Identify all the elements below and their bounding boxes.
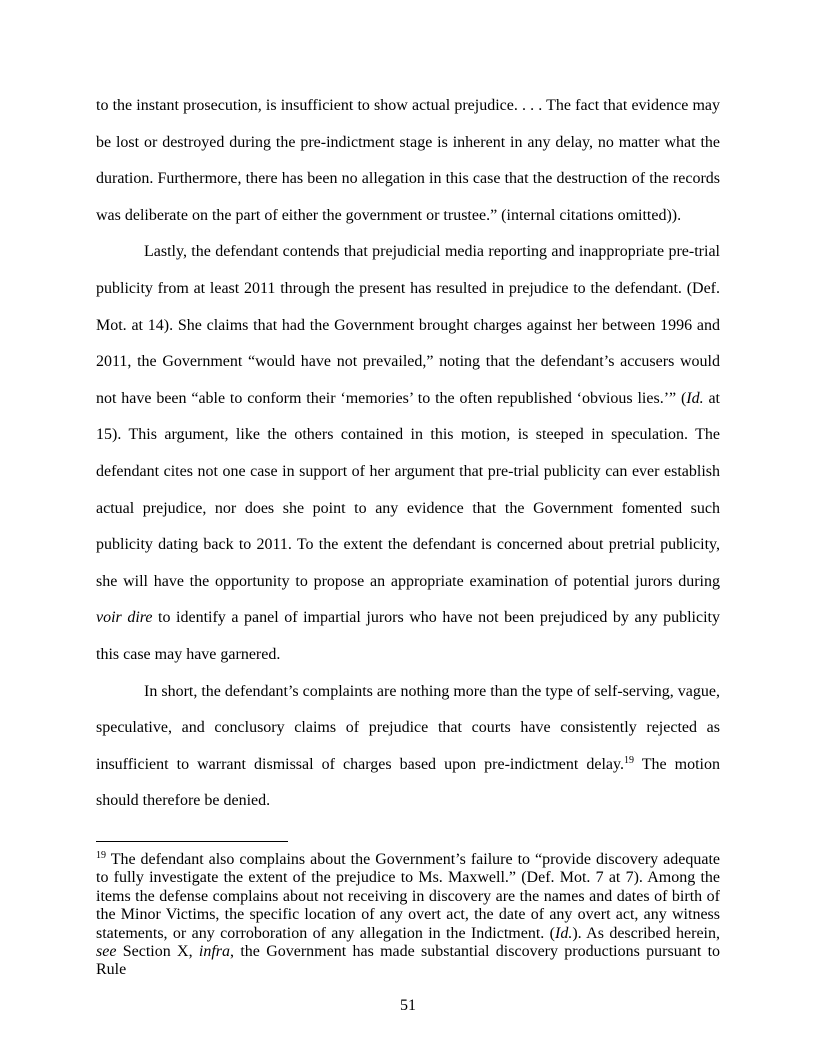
paragraph-3-text-b: The motion should therefore be denied. bbox=[96, 755, 720, 810]
footnote-divider bbox=[96, 841, 288, 842]
paragraph-2-text-a: Lastly, the defendant contends that prejudicial media reporting and inappropriate pre-trial publicity from at least 2011 through the present has resulted in prejudice to the defendant. (Def. Mot. at 14). She claims that had the Government brought charges against her between 1996 and 2011, the Government “would have not prevailed,” noting that the defendant’s accusers would not have been “able to conform their ‘memories’ to the often republished ‘obvious lies.’” ( bbox=[96, 243, 720, 407]
paragraph-1 bbox=[96, 88, 720, 234]
paragraph-1-text: to the instant prosecution, is insufficient to show actual prejudice. . . . The fact that evidence may be lost or destroyed during the pre-indictment stage is inherent in any delay, no matter what the duration. Furthermore, there has been no allegation in this case that the destruction of the records was deliberate on the part of either the government or trustee.” (internal citations omitted)). bbox=[96, 97, 720, 224]
footnote-infra: infra bbox=[198, 943, 231, 961]
footnote-reference[interactable]: 19 bbox=[623, 754, 634, 766]
paragraph-3-text-a: In short, the defendant’s complaints are nothing more than the type of self-serving, vague, speculative, and conclusory claims of prejudice that courts have consistently rejected as insufficient to warrant dismissal of charges based upon pre-indictment delay. bbox=[96, 682, 720, 773]
footnote-marker: 19 bbox=[96, 850, 106, 861]
paragraph-3 bbox=[96, 674, 720, 820]
paragraph-2 bbox=[96, 234, 720, 673]
body-text bbox=[96, 88, 720, 820]
footnote-paragraph bbox=[96, 851, 720, 980]
footnote-text-c: Section X, bbox=[116, 943, 199, 961]
footnote-19 bbox=[96, 851, 720, 980]
footnote-text-a: The defendant also complains about the Government’s failure to “provide discovery adequate to fully investigate the extent of the prejudice to Ms. Maxwell.” (Def. Mot. 7 at 7). Among the items the defense complains about not receiving in discovery are the names and dates of birth of the Minor Victims, the specific location of any overt act, the date of any overt act, any witness statements, or any corroboration of any allegation in the Indictment. ( bbox=[96, 851, 720, 942]
footnote-citation-id: Id. bbox=[555, 924, 573, 942]
citation-id: Id. bbox=[686, 389, 704, 407]
paragraph-2-text-b: at 15). This argument, like the others contained in this motion, is steeped in speculation. The defendant cites not one case in support of her argument that pre-trial publicity can ever establish actual prejudice, nor does she point to any evidence that the Government fomented such publicity dating back to 2011. To the extent the defendant is concerned about pretrial publicity, she will have the opportunity to propose an appropriate examination of potential jurors during bbox=[96, 389, 721, 590]
footnote-text-d: , the Government has made substantial discovery productions pursuant to Rule bbox=[96, 943, 721, 979]
paragraph-2-text-c: to identify a panel of impartial jurors who have not been prejudiced by any publicity this case may have garnered. bbox=[96, 609, 720, 663]
voir-dire-term: voir dire bbox=[96, 609, 153, 627]
page-number: 51 bbox=[400, 997, 416, 1014]
footnote-see: see bbox=[96, 943, 117, 961]
footnote-text-b: ). As described herein, bbox=[572, 924, 720, 942]
